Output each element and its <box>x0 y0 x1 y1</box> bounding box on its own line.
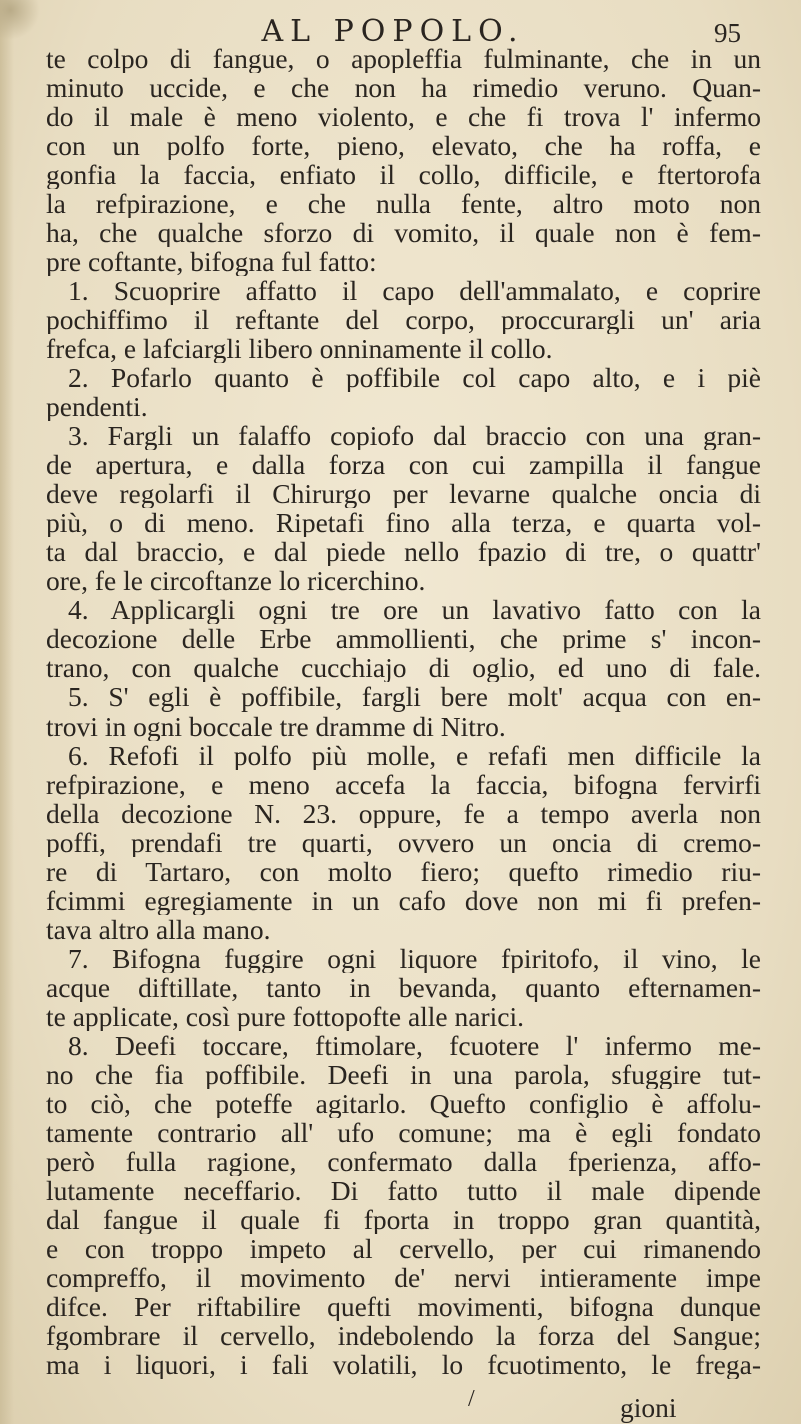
text-line: trano, con qualche cucchiajo di oglio, ed uno di fale. <box>46 653 761 683</box>
text-line: compreffo, il movimento de' nervi intieramente impe <box>46 1262 761 1292</box>
text-line: tamente contrario all' ufo comune; ma è egli fondato <box>46 1117 761 1147</box>
text-line: pochiffimo il reftante del corpo, proccurargli un' aria <box>46 305 761 335</box>
text-line: re di Tartaro, con molto fiero; quefto rimedio riu- <box>46 856 761 886</box>
text-line: 5. S' egli è poffibile, fargli bere molt' acqua con en- <box>68 682 761 712</box>
text-line: frefca, e lafciargli libero onninamente il collo. <box>46 334 553 364</box>
text-line: della decozione N. 23. oppure, fe a tempo averla non <box>46 798 761 828</box>
text-line: fcimmi egregiamente in un cafo dove non mi fi prefen- <box>46 885 761 915</box>
text-line: decozione delle Erbe ammollienti, che prime s' incon- <box>46 624 761 654</box>
text-line: minuto uccide, e che non ha rimedio veruno. Quan- <box>46 73 761 103</box>
page-number: 95 <box>714 18 741 48</box>
stray-mark: / <box>468 1386 475 1412</box>
text-line: de apertura, e dalla forza con cui zampilla il fangue <box>46 450 761 480</box>
text-line: deve regolarfi il Chirurgo per levarne qualche oncia di <box>46 479 761 509</box>
text-line: gonfia la faccia, enfiato il collo, difficile, e ftertorofa <box>46 160 761 190</box>
text-line: pre coftante, bifogna ful fatto: <box>46 247 377 277</box>
running-title: AL POPOLO. <box>261 14 525 49</box>
text-line: no che fia poffibile. Deefi in una parola, sfuggire tut- <box>46 1059 761 1089</box>
text-line: pendenti. <box>46 392 148 422</box>
text-line: però fulla ragione, confermato dalla fperienza, affo- <box>46 1146 761 1176</box>
text-line: difce. Per riftabilire quefti movimenti, bifogna dunque <box>46 1291 761 1321</box>
text-line: te applicate, così pure fottopofte alle narici. <box>46 1001 524 1031</box>
text-line: la refpirazione, e che nulla fente, altro moto non <box>46 189 761 219</box>
page-edge-shadow <box>0 0 14 1424</box>
catchword: gioni <box>620 1392 677 1423</box>
page-corner-stain <box>0 0 40 40</box>
text-line: 1. Scuoprire affatto il capo dell'ammalato, e coprire <box>68 276 761 306</box>
text-line: 2. Pofarlo quanto è poffibile col capo alto, e i piè <box>68 363 761 393</box>
text-line: ha, che qualche sforzo di vomito, il quale non è fem- <box>46 218 761 248</box>
text-line: 6. Refofi il polfo più molle, e refafi men difficile la <box>68 740 761 770</box>
text-line: acque diftillate, tanto in bevanda, quanto efternamen- <box>46 972 761 1002</box>
text-line: con un polfo forte, pieno, elevato, che ha roffa, e <box>46 131 761 161</box>
text-line: 3. Fargli un falaffo copiofo dal braccio con una gran- <box>68 421 761 451</box>
text-line: 4. Applicargli ogni tre ore un lavativo fatto con la <box>68 595 761 625</box>
text-line: 7. Bifogna fuggire ogni liquore fpiritofo, il vino, le <box>68 943 761 973</box>
text-line: to ciò, che poteffe agitarlo. Quefto configlio è affolu- <box>46 1088 761 1118</box>
text-line: trovi in ogni boccale tre dramme di Nitro. <box>46 711 506 741</box>
text-line: dal fangue il quale fi fporta in troppo gran quantità, <box>46 1204 761 1234</box>
text-line: tava altro alla mano. <box>46 914 271 944</box>
text-line: refpirazione, e meno accefa la faccia, bifogna fervirfi <box>46 769 761 799</box>
text-line: lutamente neceffario. Di fatto tutto il male dipende <box>46 1175 761 1205</box>
text-line: ore, fe le circoftanze lo ricerchino. <box>46 566 426 596</box>
text-line: poffi, prendafi tre quarti, ovvero un oncia di cremo- <box>46 827 761 857</box>
text-line: do il male è meno violento, e che fi trova l' infermo <box>46 102 761 132</box>
text-line: te colpo di fangue, o apopleffia fulminante, che in un <box>46 44 761 74</box>
text-line: 8. Deefi toccare, ftimolare, fcuotere l' infermo me- <box>68 1030 761 1060</box>
text-line: ta dal braccio, e dal piede nello fpazio di tre, o quattr' <box>46 537 761 567</box>
text-line: fgombrare il cervello, indebolendo la forza del Sangue; <box>46 1320 761 1350</box>
text-line: più, o di meno. Ripetafi fino alla terza, e quarta vol- <box>46 508 761 538</box>
text-line: ma i liquori, i fali volatili, lo fcuotimento, le frega- <box>46 1350 761 1380</box>
text-line: e con troppo impeto al cervello, per cui rimanendo <box>46 1233 761 1263</box>
